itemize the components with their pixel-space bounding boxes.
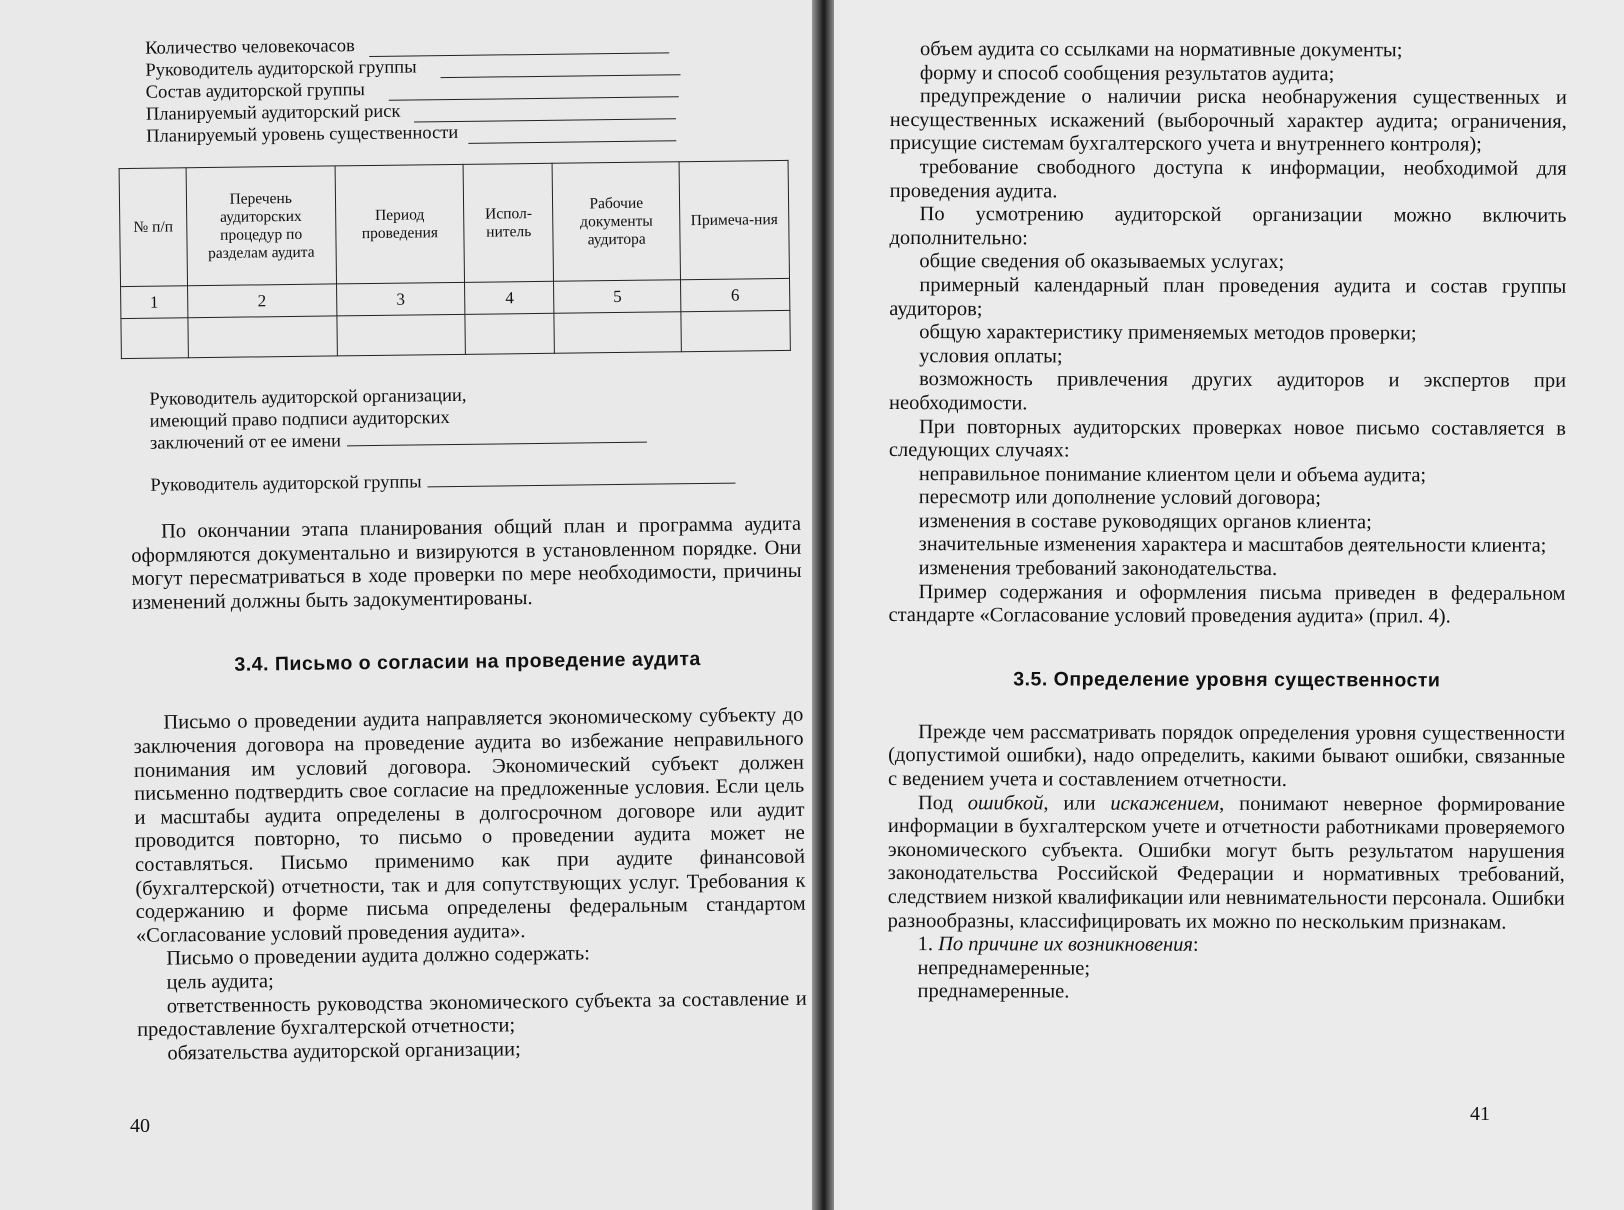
emphasis-error: ошибкой — [967, 791, 1044, 815]
text-run: 1. — [917, 933, 939, 956]
paragraph-materiality: Прежде чем рассматривать порядок определения уровня существенности (допустимой ошибки), надо определить, какими бывают ошибки, связанные с ведением учета и составлением отчетности. — [888, 720, 1566, 792]
field-label: Состав аудиторской группы — [145, 80, 366, 103]
section-heading-3-5: 3.5. Определение уровня существенности — [1013, 668, 1441, 692]
fill-line — [428, 469, 736, 488]
signature-label: Руководитель аудиторской группы — [150, 472, 422, 496]
list-item: изменения требований законодательства. — [918, 557, 1278, 581]
list-item: ответственность руководства экономического субъекта за составление и предоставление бухгалтерской отчетности; — [136, 987, 807, 1042]
text-run: Под — [917, 791, 968, 814]
list-item: обязательства аудиторской организации; — [167, 1037, 521, 1065]
page-number-left: 40 — [130, 1115, 150, 1137]
field-label: Количество человекочасов — [145, 36, 355, 59]
paragraph-optional: По усмотрению аудиторской организации можно включить дополнительно: — [889, 203, 1567, 250]
paragraph-planning: По окончании этапа планирования общий план и программа аудита оформляются документально и визируются в установленном порядке. Они могут пересматриваться в ходе проверки по мере необходимости, причины изменений должны быть задокументированы. — [131, 512, 802, 614]
list-item: пересмотр или дополнение условий договора; — [918, 486, 1322, 510]
paragraph-example: Пример содержания и оформления письма приведен в федеральном стандарте «Согласование условий проведения аудита» (прил. 4). — [888, 580, 1566, 628]
list-item: возможность привлечения других аудиторов и экспертов при необходимости. — [889, 368, 1567, 415]
list-item: преднамеренные. — [917, 980, 1070, 1003]
table-header-row — [119, 160, 789, 286]
signature-line-1: Руководитель аудиторской организации, — [149, 385, 467, 410]
fill-line — [414, 104, 676, 122]
signature-line-2: имеющий право подписи аудиторских — [149, 408, 450, 432]
fill-line — [441, 60, 681, 78]
section-heading-3-4: 3.4. Письмо о согласии на проведение аудита — [234, 648, 701, 677]
table-empty-cell — [554, 312, 681, 354]
table-empty-cell — [188, 316, 337, 358]
table-header-cell: Примеча-ния — [679, 160, 789, 279]
right-page-content — [887, 38, 1567, 1006]
table-header-cell: Перечень аудиторских процедур по разделам аудита — [186, 166, 336, 286]
list-item: изменения в составе руководящих органов клиента; — [918, 509, 1372, 534]
table-number-cell: 1 — [121, 286, 188, 319]
page-number-right: 41 — [1470, 1103, 1490, 1125]
paragraph-must-contain: Письмо о проведении аудита должно содержать: — [166, 942, 591, 970]
list-item: объем аудита со ссылками на нормативные документы; — [919, 38, 1403, 62]
table-number-cell: 6 — [681, 278, 790, 311]
text-run: : — [1192, 933, 1199, 956]
signature-label: заключений от ее имени — [149, 431, 342, 454]
list-item: примерный календарный план проведения аудита и состав группы аудиторов; — [889, 274, 1567, 320]
table-empty-cell — [121, 318, 188, 359]
list-item: предупреждение о наличии риска необнаружения существенных и несущественных искажений (выборочный характер аудита; ограничения, присущие системам бухгалтерского учета и внутреннего контроля); — [889, 85, 1567, 156]
emphasis-distortion: искажением — [1110, 792, 1220, 815]
list-item: требование свободного доступа к информации, необходимой для проведения аудита. — [889, 156, 1567, 203]
table-empty-cell — [337, 314, 466, 356]
table-empty-cell — [465, 313, 554, 354]
field-label: Руководитель аудиторской группы — [145, 57, 417, 81]
table-header-cell: Испол-нитель — [463, 163, 553, 282]
text-run: , или — [1043, 792, 1111, 815]
book-gutter — [812, 0, 834, 1210]
emphasis-cause: По причине их возникновения — [938, 933, 1193, 956]
list-item: общие сведения об оказываемых услугах; — [919, 250, 1285, 274]
table-header-cell: Период проведения — [335, 164, 465, 284]
cause-heading — [888, 933, 1565, 958]
signature-block — [149, 381, 800, 497]
paragraph-repeat: При повторных аудиторских проверках новое письмо составляется в следующих случаях: — [888, 415, 1567, 462]
table-number-cell: 4 — [465, 281, 554, 314]
list-item: форму и способ сообщения результатов аудита; — [919, 61, 1335, 85]
table-number-cell: 2 — [187, 284, 336, 318]
field-label: Планируемый аудиторский риск — [145, 101, 401, 125]
table-number-cell: 5 — [554, 280, 681, 314]
fill-line — [468, 126, 676, 144]
table-header-cell: Рабочие документы аудитора — [552, 162, 680, 282]
paragraph-letter: Письмо о проведении аудита направляется экономическому субъекту до заключения договора на проведение аудита во избежание неправильного понимания им условий договора. Экономический субъект должен письменно подтвердить свое согласие на предложенные условия. Если цель и масштабы аудита определены в долгосрочном договоре или аудит проводится повторно, то письмо о проведении аудита может не составляться. Письмо применимо как при аудите финансовой (бухгалтерской) отчетности, так и для сопутствующих услуг. Требования к содержанию и форме письма определены федеральным стандартом «Согласование условий проведения аудита». — [133, 704, 806, 947]
table-empty-cell — [681, 310, 790, 351]
audit-plan-table — [119, 160, 791, 359]
list-item: цель аудита; — [166, 970, 274, 994]
list-item: неправильное понимание клиентом цели и объема аудита; — [918, 462, 1427, 487]
list-item: общую характеристику применяемых методов проверки; — [919, 321, 1417, 345]
left-page-content — [125, 30, 808, 1066]
table-header-cell: № п/п — [119, 168, 187, 287]
list-item: непреднамеренные; — [917, 956, 1091, 980]
paragraph-errors — [888, 792, 1565, 935]
field-label: Планируемый уровень существенности — [146, 122, 459, 147]
list-item: условия оплаты; — [919, 344, 1063, 368]
text-run: , понимают неверное формирование информации в бухгалтерском учете и отчетности работниками проверяемого экономического субъекта. Ошибки могут быть результатом нарушения законодательства Российской Федерации и нормативных требований, следствием низкой квалификации или невнимательности персонала. Ошибки разнообразны, классифицировать их можно по нескольким признакам. — [887, 792, 1566, 934]
table-number-cell: 3 — [336, 282, 465, 316]
right-page — [820, 0, 1624, 1210]
fill-line — [347, 428, 647, 447]
list-item: значительные изменения характера и масштабов деятельности клиента; — [918, 533, 1547, 558]
